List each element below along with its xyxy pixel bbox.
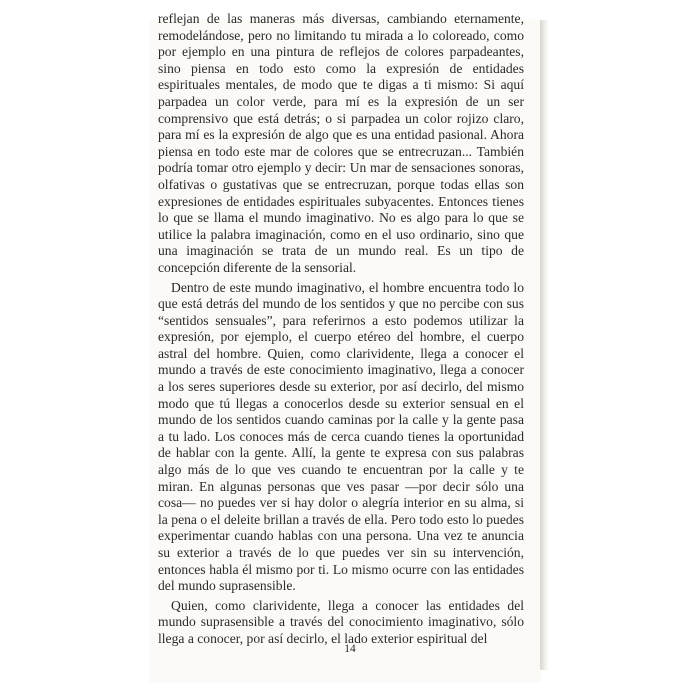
body-text — [158, 11, 524, 651]
page-number: 14 — [344, 643, 356, 655]
page-edge-shadow — [540, 20, 549, 670]
paragraph: Dentro de este mundo imaginativo, el hombre encuentra todo lo que está detrás del mundo de los sentidos y que no percibe con sus “sentidos sensuales”, para referirnos a esto podemos utilizar la expresión, por ejemplo, el cuerpo etéreo del hombre, el cuerpo astral del hombre. Quien, como clarividente, llega a conocer el mundo a través de este conocimiento imaginativo, llega a conocer a los seres superiores desde su exterior, por así decirlo, del mismo modo que tú llegas a conocerlos desde su exterior sensual en el mundo de los sentidos cuando caminas por la calle y la gente pasa a tu lado. Los conoces más de cerca cuando tienes la oportunidad de hablar con la gente. Allí, la gente te expresa con sus palabras algo más de lo que ves cuando te encuentran por la calle y te miran. En algunas personas que ves pasar —por decir sólo una cosa— no puedes ver si hay dolor o alegría interior en su alma, si la pena o el deleite brillan a través de ella. Pero todo esto lo puedes experimentar cuando hablas con una persona. Una vez te anuncia su exterior a través de lo que puedes ver sin su intervención, entonces habla él mismo por ti. Lo mismo ocurre con las entidades del mundo suprasensible. — [158, 279, 524, 594]
paragraph: Quien, como clarividente, llega a conocer las entidades del mundo suprasensible a través del conocimiento imaginativo, sólo llega a conocer, por así decirlo, el lado exterior espiritual del — [158, 597, 524, 646]
paragraph-continued: reflejan de las maneras más diversas, cambiando eternamente, remodelándose, pero no limitando tu mirada a lo coloreado, como por ejemplo en una pintura de reflejos de colores parpadeantes, sino piensa en todo esto como la expresión de entidades espirituales mentales, de modo que te digas a ti mismo: Si aquí parpadea un color verde, para mí es la expresión de un ser comprensivo que está detrás; o si parpadea un color rojizo claro, para mí es la expresión de algo que es una entidad pasional. Ahora piensa en todo este mar de colores que se entrecruzan... También podría tomar otro ejemplo y decir: Un mar de sensaciones sonoras, olfativas o gustativas que se entrecruzan, porque todas ellas son expresiones de entidades espirituales subyacentes. Entonces tienes lo que se llama el mundo imaginativo. No es algo para lo que se utilice la palabra imaginación, como en el uso ordinario, sino que una imaginación se trata de un mundo real. Es un tipo de concepción diferente de la sensorial. — [158, 11, 524, 275]
